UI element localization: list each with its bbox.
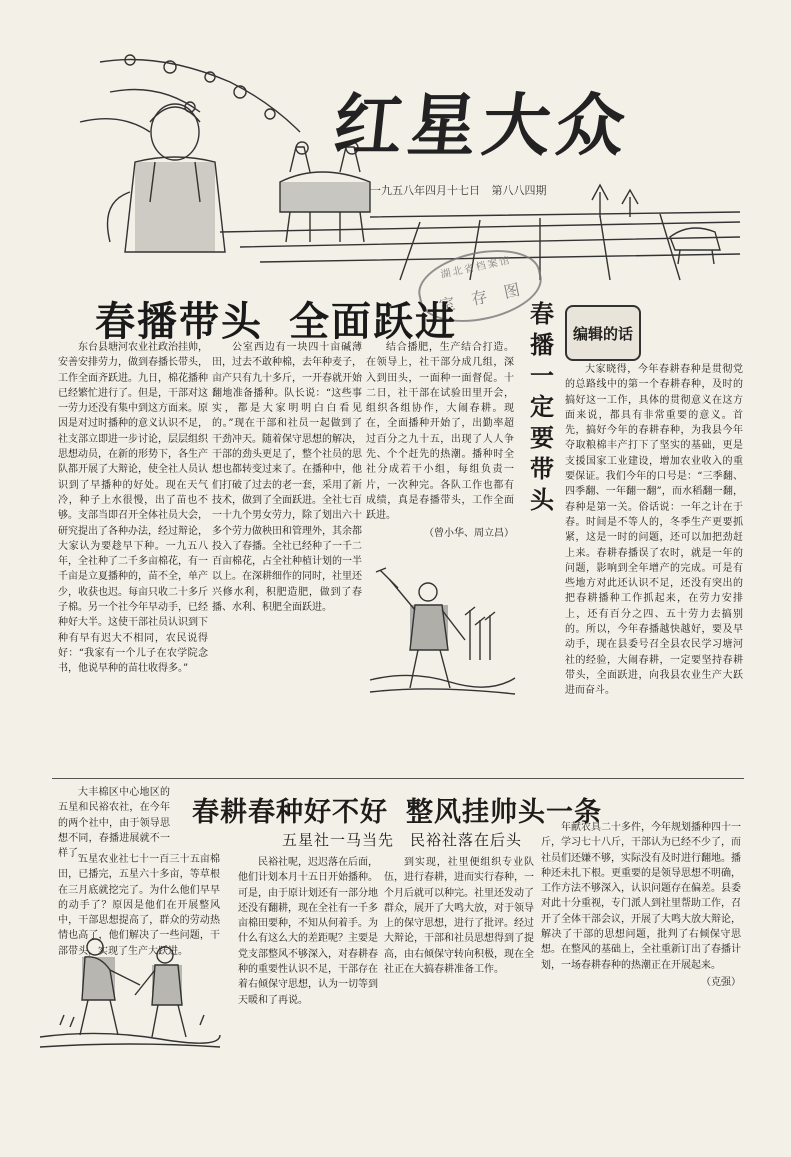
lead-column-1: 东台县塘河农业社政治挂帅，安善安排劳力，做到春播长带头，工作全面齐跃进。九日，棉花播种已经繁忙进行了。但是，干部对这一劳力还没有集中到这方面来。原因是对过时播种的意义认识不足，社支部立即进一步讨论，层层组织思想动员，在新的形势下，各生产队都开展了大辩论，使全社人员认识到了早播种的好处。现在天气冷，种子上水很慢，出了苗也不够。支部当即召开全体社员大会，研究提出了各种办法，经过辩论，大家认为要趁早下种。一九五八年，全社种了二千多亩棉花，有一千亩是立夏播种的，苗不全，单产少，收获也迟。每亩只收二十多斤子棉。另一个社今年早动手，已经种好大半。这使干部社员认识到下种有早有迟大不相同，农民说得好：“我家有一个儿子在农学院念书，他说早种的苗壮收得多。” [58,342,208,675]
subhead-left: 五星社一马当先 [282,831,395,849]
second-column-intro: 大丰棉区中心地区的五星和民裕农社，在今年的两个社中，由于领导思想不同，春播进展就不一样了。 [58,787,170,860]
second-column-2: 民裕社呢，迟迟落在后面，他们计划本月十五日开始播种。可是，由于原计划还有一部分地还没有翻耕，现在全社有一千多亩棉田要种，不知从何着手。为什么有这么大的差距呢？主要是党支部整风不够深入，对春耕春种的重要性认识不足，干部存在着右倾保守思想，认为一切等到天暖和了再说。 [238,857,378,1006]
stamp-top-text: 湖北省档案馆 [439,255,513,281]
issue-date: 一九五八年四月十七日 [370,184,480,197]
second-column-1: 五星农业社七十一百三十五亩棉田，已播完，五星六十多亩，等草根在三月底就挖完了。为什么他们早早的动手了？原因是他们在开展整风中，干部思想提高了，群众的劳动热情也高了，他们解决了一些问题，干部带头，实现了生产大跃进。 [58,854,220,957]
second-subhead [282,829,522,850]
section-divider [52,778,744,779]
lead-column-3: 结合播肥，生产结合打造。在领导上，社干部分成几组，深入到田头，一面种一面督促。十二日，社干部在试验田里开会，组织各组协作，大闹春耕。现在，全面播种开始了，出勤率超过百分之九十五，出现了人人争先、个个赶先的热潮。播种时全社分成若干小组，每组负责一片，一次种完。各队工作也都有成绩，真是春播带头，工作全面跃进。 （曾小华、周立昌） [366,340,514,562]
second-column-3: 到实现，社里便组织专业队伍，进行春耕，进而实行春种，一个月后就可以种完。社里还发动了群众，展开了大鸣大放，对于领导上的保守思想，进行了批评。经过大辩论，干部和社员思想得到了提高，由右倾保守转向积极，现在全社正在大搞春耕准备工作。 [384,857,534,976]
second-headline-right: 整风挂帅头一条 [406,797,602,828]
second-byline: （克强） [701,976,741,988]
issue-number: 第八八四期 [491,184,547,197]
lead-headline-right: 全面跃进 [289,298,457,345]
editorial-vertical-headline: 春播一定要带头 [530,299,554,514]
planting-illustration [40,925,220,1050]
lead-headline-left: 春播带头 [95,298,263,345]
second-column-4: 年献农具二十多件，今年规划播种四十一斤，学习七十八斤，干部认为已经不少了，而社员们还嫌不够，实际没有及时进行翻地。播种还未扎下根。更重要的是领导思想不明确，工作方法不够深入，认识问题存在偏差。县委对此十分重视，专门派人到社里帮助工作，召开了全体干部会议，开展了大鸣大放大辩论，解决了干部的思想问题，批判了右倾保守思想。在整风的基础上，全社重新订出了春播计划，一场春耕春种的热潮正在开展起来。 （克强） [541,820,741,1120]
editorial-column: 大家晓得，今年春耕春种是贯彻党的总路线中的第一个春耕春种，及时的搞好这一工作，具体的贯彻意义在这方面来说，都具有非常重要的意义。首先，搞好今年的春耕春种，为我县今年夺取粮棉丰产打下了坚实的基础，更是支援国家工业建设，增加农业收入的重要保证。我们今年的口号是：“三季翻、四季翻、一年翻一翻”，而水稻翻一翻，春种是第一关。俗话说：一年之计在于春。时间是不等人的，冬季生产更要抓紧，这是一时的问题，还可以加把劲赶上来。春耕春播误了农时，就是一年的问题，影响到全年增产的完成。可是有些地方对此还认识不足，还没有突出的把春耕播种工作抓起来，在劳力安排上，还有百分之四、五十劳力去搞别的。所以，今年春播越快越好，要及早动手，现在县委号召全县农民学习塘河社的经验，大闹春耕，一定要坚持春耕带头，全面跃进，向我县农业生产大跃进而奋斗。 [565,364,743,697]
dateline [370,182,555,198]
stamp-middle-text: 室 存 图 [437,278,528,316]
subhead-right: 民裕社落在后头 [410,831,523,849]
lead-headline [95,290,457,347]
editorial-badge: 编辑的话 [565,305,641,361]
farmer-illustration [370,570,515,700]
second-headline-left: 春耕春种好不好 [192,797,388,828]
masthead-title: 红星大众 [330,86,635,166]
lead-column-2: 公室西边有一块四十亩碱薄田，过去不敢种棉，去年种麦子，亩产只有九十多斤，一开春就开始翻地准备播种。队长说：“这些事实，都是大家明明白白看见的。”现在干部和社员一起做到了干劲冲天。随着保守思想的解决，干部的劲头更足了，整个社员的思想也都转变过来了。在播种中，他们打破了过去的老一套，采用了新技术，做到了全面跃进。全社七百一十九个男女劳力，除了划出六十多个劳力做秧田和管理外，其余都投入了春播。全社已经种了一千二百亩棉花，占全社种植计划的一半以上。在深耕细作的同时，社里还兴修水利，积肥造肥，做到了春播、水利、积肥全面跃进。 [212,342,362,614]
lead-byline: （曾小华、周立昌） [424,527,514,539]
